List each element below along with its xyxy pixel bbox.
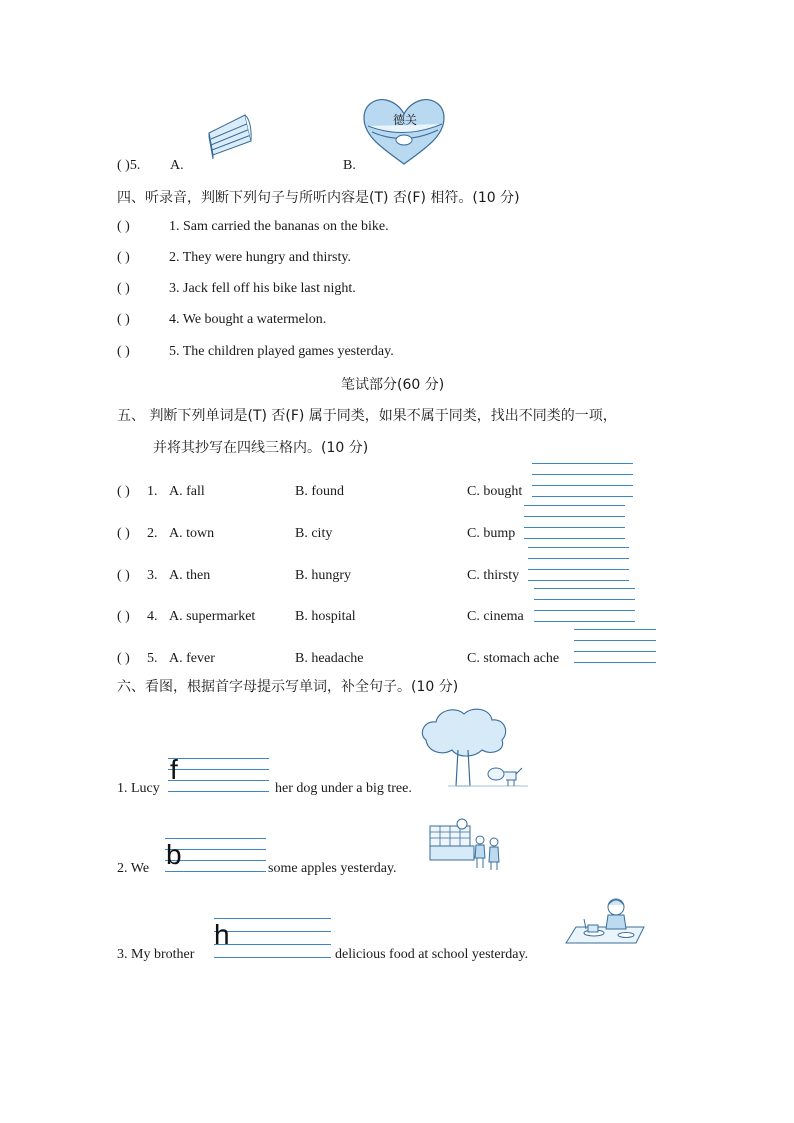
sentence-start: 3. My brother: [117, 947, 195, 962]
option-a: A. fever: [169, 651, 215, 666]
answer-paren[interactable]: ( ): [117, 484, 130, 499]
section5-heading-line1: 五、 判断下列单词是(T) 否(F) 属于同类，如果不属于同类，找出不同类的一项，: [117, 408, 617, 424]
option-b: B. hungry: [295, 568, 351, 583]
writing-lines[interactable]: [214, 918, 331, 957]
item-number: 5.: [147, 651, 158, 666]
writing-lines[interactable]: [574, 629, 656, 662]
initial-letter-hint: b: [166, 839, 182, 870]
option-a: A. fall: [169, 484, 205, 499]
answer-paren[interactable]: ( ): [117, 651, 130, 666]
statement-text: 5. The children played games yesterday.: [169, 344, 394, 359]
heart-text: 德关: [393, 113, 418, 127]
written-part-title: 笔试部分(60 分): [341, 377, 445, 393]
statement-text: 3. Jack fell off his bike last night.: [169, 281, 356, 296]
answer-paren[interactable]: ( ): [117, 568, 130, 583]
initial-letter-hint: f: [170, 754, 178, 785]
writing-lines[interactable]: [532, 463, 633, 496]
writing-lines[interactable]: [528, 547, 629, 580]
answer-paren[interactable]: ( ): [117, 609, 130, 624]
option-b: B. found: [295, 484, 344, 499]
answer-paren[interactable]: ( ): [117, 526, 130, 541]
sentence-start: 2. We: [117, 861, 150, 876]
item-number: 1.: [147, 484, 158, 499]
option-a: A. then: [169, 568, 211, 583]
option-c: C. bought: [467, 484, 523, 499]
writing-lines[interactable]: [524, 505, 625, 538]
list-item: [117, 344, 394, 360]
option-c: C. cinema: [467, 609, 524, 624]
option-b-label: B.: [343, 158, 356, 173]
cake-slice-icon: [205, 113, 257, 161]
section4-heading: 四、听录音，判断下列句子与所听内容是(T) 否(F) 相符。(10 分): [117, 190, 520, 206]
option-b: B. hospital: [295, 609, 356, 624]
tree-dog-icon: [418, 706, 530, 790]
section5-heading-line2: 并将其抄写在四线三格内。(10 分): [153, 440, 369, 456]
answer-paren[interactable]: ( ): [117, 312, 130, 327]
option-a-label: A.: [170, 158, 184, 173]
fruit-market-icon: [428, 818, 504, 872]
option-c: C. stomach ache: [467, 651, 560, 666]
writing-lines[interactable]: [168, 754, 269, 791]
sentence-end: her dog under a big tree.: [275, 781, 412, 796]
item-number: 2.: [147, 526, 158, 541]
option-b: B. city: [295, 526, 333, 541]
statement-text: 4. We bought a watermelon.: [169, 312, 327, 327]
option-c: C. bump: [467, 526, 516, 541]
list-item: [117, 219, 389, 235]
writing-lines[interactable]: [534, 588, 635, 621]
boy-eating-icon: [564, 895, 648, 947]
section6-heading: 六、看图，根据首字母提示写单词，补全句子。(10 分): [117, 679, 459, 695]
option-a: A. supermarket: [169, 609, 256, 624]
list-item: [117, 312, 326, 328]
question-number: ( )5.: [117, 158, 141, 173]
sentence-end: some apples yesterday.: [268, 861, 397, 876]
item-number: 4.: [147, 609, 158, 624]
sentence-start: 1. Lucy: [117, 781, 160, 796]
answer-paren[interactable]: ( ): [117, 344, 130, 359]
statement-text: 1. Sam carried the bananas on the bike.: [169, 219, 389, 234]
item-number: 3.: [147, 568, 158, 583]
statement-text: 2. They were hungry and thirsty.: [169, 250, 351, 265]
option-a: A. town: [169, 526, 215, 541]
answer-paren[interactable]: ( ): [117, 250, 130, 265]
option-c: C. thirsty: [467, 568, 520, 583]
sentence-end: delicious food at school yesterday.: [335, 947, 529, 962]
option-b: B. headache: [295, 651, 364, 666]
answer-paren[interactable]: ( ): [117, 281, 130, 296]
list-item: [117, 281, 356, 297]
initial-letter-hint: h: [214, 919, 230, 950]
list-item: [117, 250, 351, 266]
heart-gift-icon: [362, 96, 446, 168]
answer-paren[interactable]: ( ): [117, 219, 130, 234]
